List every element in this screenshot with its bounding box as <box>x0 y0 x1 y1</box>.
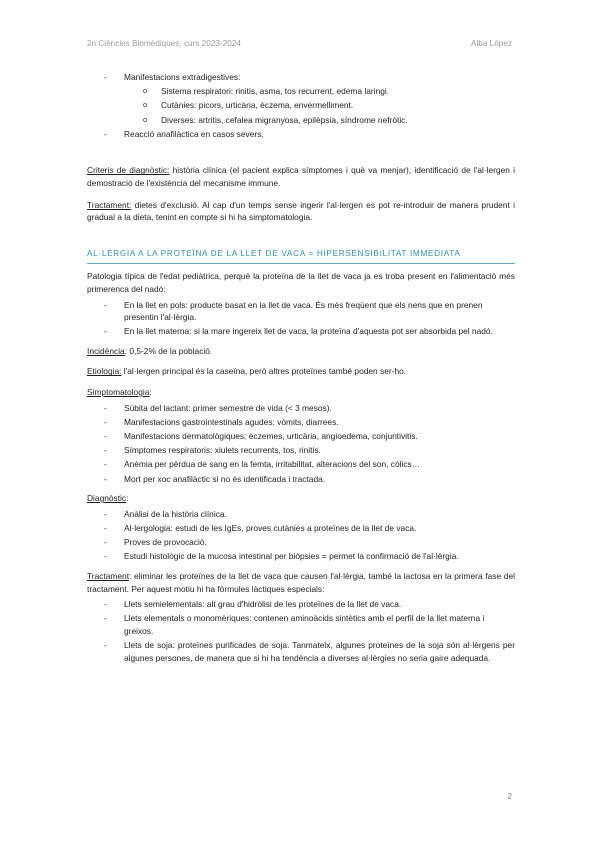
list-item <box>87 71 515 126</box>
diagnostic-heading <box>87 492 515 505</box>
criteris-paragraph <box>87 164 515 189</box>
simptomatologia-colon: : <box>149 387 152 398</box>
list-item: - Al·lergologia: estudi de les IgEs, proves cutànies a proteïnes de la llet de vaca. <box>87 522 515 535</box>
tractament-label: Tractament: <box>87 199 132 210</box>
diagnostic-colon: : <box>126 493 129 504</box>
list-item: - Proves de provocació. <box>87 536 515 549</box>
extradigestive-list <box>87 71 515 140</box>
section-heading: AL·LÈRGIA A LA PROTEÏNA DE LA LLET DE VACA = HIPERSENSIBILITAT IMMEDIATA <box>87 248 515 265</box>
incidencia-text: : 0,5-2% de la població. <box>124 345 213 356</box>
tractament2-paragraph <box>87 570 515 595</box>
etiologia-label: Etiologia: <box>87 366 122 377</box>
page-header <box>87 38 512 50</box>
list-item: - Súbita del lactant: primer semestre de vida (< 3 mesos). <box>87 402 515 415</box>
list-item: o Cutànies: picors, urticària, èczema, envermelliment. <box>124 99 515 112</box>
list-item: o Diverses: artritis, cefalea migranyosa, epilèpsia, síndrome nefròtic. <box>124 114 515 127</box>
criteris-text: història clínica (el pacient explica símptomes i què va menjar), identificació de l'al·lergen i demostració de l'existència del mecanisme immune. <box>87 165 516 188</box>
tractament2-label: Tractament <box>87 570 130 581</box>
list-item: - Manifestacions dermatològiques: èczemes, urticària, angioedema, conjuntivitis. <box>87 430 515 443</box>
incidencia-label: Incidència <box>87 345 125 356</box>
list-item: o Sistema respiratori: rinitis, asma, tos recurrent, edema laringi. <box>124 85 515 98</box>
etiologia-paragraph <box>87 365 515 378</box>
list-item: - Anèmia per pèrdua de sang en la femta, irritabilitat, alteracions del son, còlics… <box>87 458 515 471</box>
list-item: - Llets semielementals: alt grau d'hidròlisi de les proteïnes de la llet de vaca. <box>87 598 515 611</box>
diagnostic-label: Diagnòstic <box>87 493 127 504</box>
simptomatologia-heading <box>87 386 515 399</box>
simptomatologia-label: Simptomatologia <box>87 387 150 398</box>
list-item: - Reacció anafilàctica en casos severs. <box>87 128 515 141</box>
extradigestive-label: Manifestacions extradigestives: <box>124 72 241 82</box>
list-item: - Llets de soja: proteïnes purificades de soja. Tanmateix, algunes proteïnes de la soja són al·lèrgens per algunes persones, de manera que si hi ha tendència a diverses al·lèrgies no seria gaire adequada. <box>87 639 515 664</box>
list-item: - Manifestacions gastrointestinals agudes: vòmits, diarrees. <box>87 416 515 429</box>
simptomatologia-list <box>87 402 515 486</box>
extradigestive-sublist <box>124 85 515 126</box>
page-content <box>87 71 515 666</box>
list-item: - Símptomes respiratoris: xiulets recurrents, tos, rinitis. <box>87 444 515 457</box>
list-item: - En la llet materna: si la mare ingereix llet de vaca, la proteïna d'aquesta pot ser absorbida pel nadó. <box>87 325 515 338</box>
list-item: - Mort per xoc anafilàctic si no és identificada i tractada. <box>87 473 515 486</box>
incidencia-paragraph <box>87 345 515 358</box>
list-item: - Anàlisi de la història clínica. <box>87 508 515 521</box>
header-course: 2n Ciències Biomèdiques, curs 2023-2024 <box>87 39 241 48</box>
tractament-paragraph <box>87 199 515 224</box>
intro-paragraph: Patologia típica de l'edat pediàtrica, perquè la proteïna de la llet de vaca ja es troba present en l'alimentació més primerenca del nadó: <box>87 271 515 294</box>
tractament-text: dietes d'exclusió. Al cap d'un temps sense ingerir l'al·lergen es pot re-introduir de manera prudent i gradual a la dieta, tenint en compte si hi ha simptomatologia. <box>87 199 515 223</box>
criteris-label: Criteris de diagnòstic: <box>87 165 170 176</box>
page-number: 2 <box>507 792 512 801</box>
tractament2-text: : eliminar les proteïnes de la llet de vaca que causen l'al·lèrgia, també la lactosa en la primera fase del tractament. Per aquest motiu hi ha fórmules làctiques especials: <box>87 570 515 594</box>
diagnostic-list <box>87 508 515 563</box>
header-author: Alba López <box>471 39 512 48</box>
list-item: - Llets elementals o monomèriques: contenen aminoàcids sintètics amb el perfil de la llet materna i greixos. <box>87 612 515 637</box>
list-item: - Estudi histològic de la mucosa intestinal per biòpsies = permet la confirmació de l'al·lèrgia. <box>87 550 515 563</box>
formules-list <box>87 598 515 664</box>
list-item: - En la llet en pols: producte basat en la llet de vaca. És més freqüent que els nens que en prenen presentin l'al·lèrgia. <box>87 299 515 324</box>
intro-list <box>87 299 515 338</box>
etiologia-text: l'al·lergen principal és la caseïna, però altres proteïnes també poden ser-ho. <box>121 366 407 377</box>
